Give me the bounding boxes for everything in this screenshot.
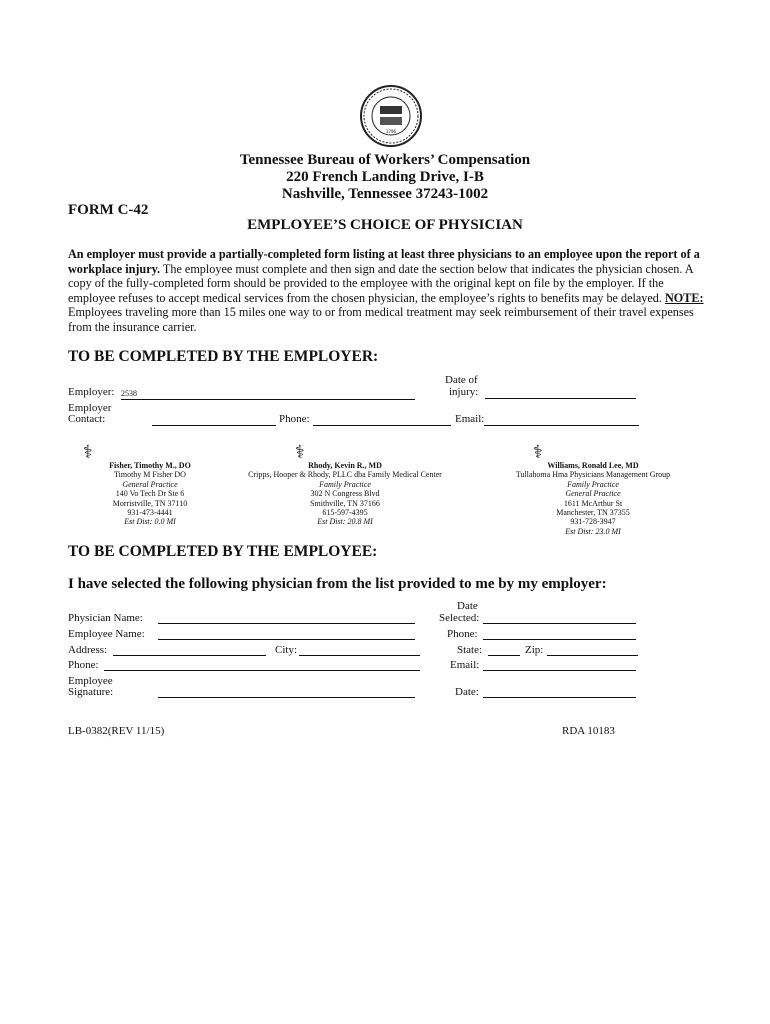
- state-label: State:: [457, 644, 483, 656]
- employer-section-heading: TO BE COMPLETED BY THE EMPLOYER:: [68, 348, 379, 365]
- note-body: Employees traveling more than 15 miles one way to or from medical treatment may seek reimbursement of their travel expenses from the insurance carrier.: [68, 305, 694, 334]
- caduceus-icon: ⚕: [295, 442, 305, 463]
- employee-phone-field[interactable]: [483, 639, 636, 640]
- employer-field[interactable]: [121, 389, 415, 400]
- physician-street: 302 N Congress Blvd: [310, 489, 380, 499]
- physician-name-label: Physician Name:: [68, 612, 143, 624]
- physician-option-1[interactable]: [60, 461, 240, 527]
- physician-phone: 931-728-3947: [570, 517, 616, 527]
- physician-name: Rhody, Kevin R., MD: [308, 461, 382, 470]
- employee-name-label: Employee Name:: [68, 628, 145, 640]
- physician-distance: Est Dist: 23.0 MI: [565, 526, 621, 536]
- employee-phone2-label: Phone:: [68, 659, 99, 671]
- agency-address-line1: 220 French Landing Drive, I-B: [286, 169, 484, 185]
- address-label: Address:: [68, 644, 108, 656]
- date-of-injury-label-1: Date of: [445, 374, 478, 386]
- physician-street: 140 Vo Tech Dr Ste 6: [115, 489, 185, 499]
- physician-name: Williams, Ronald Lee, MD: [547, 461, 639, 470]
- date-selected-field[interactable]: [483, 623, 636, 624]
- note-label: NOTE:: [664, 290, 704, 305]
- employer-email-label: Email:: [455, 413, 485, 425]
- employee-email-field[interactable]: [483, 670, 636, 671]
- signature-date-field[interactable]: [483, 697, 636, 698]
- physician-specialty: Family Practice: [319, 479, 371, 489]
- physician-phone: 931-473-4441: [127, 508, 173, 518]
- signature-date-label: Date:: [455, 686, 479, 698]
- employee-section-heading: TO BE COMPLETED BY THE EMPLOYEE:: [68, 543, 378, 560]
- employee-signature-field[interactable]: [158, 697, 415, 698]
- date-of-injury-label-2: injury:: [449, 386, 479, 398]
- physician-practice: Tullahoma Hma Physicians Management Group: [515, 470, 671, 480]
- physician-option-2[interactable]: [232, 461, 458, 527]
- signature-label-2: Signature:: [68, 686, 114, 698]
- signature-label-1: Employee: [68, 675, 113, 687]
- physician-name: Fisher, Timothy M., DO: [109, 461, 191, 470]
- address-field[interactable]: [113, 655, 266, 656]
- physician-practice: Timothy M Fisher DO: [114, 470, 186, 480]
- city-label: City:: [275, 644, 298, 656]
- form-number: FORM C-42: [68, 202, 149, 218]
- physician-street: 1611 McArthur St: [563, 498, 623, 508]
- physician-specialty: Family Practice: [567, 479, 619, 489]
- employer-contact-label-1: Employer: [68, 402, 112, 414]
- intro-body: The employee must complete and then sign and date the section below that indicates the physician chosen. A copy of the fully-completed form should be provided to the employee with the original kept on file by the employer. If the employee refuses to accept medical services from the chosen physician, the employee’s rights to benefits may be delayed.: [68, 261, 693, 305]
- physician-city: Smithville, TN 37166: [310, 498, 380, 508]
- physician-name-field[interactable]: [158, 623, 415, 624]
- form-code: LB-0382(REV 11/15): [68, 725, 165, 737]
- state-seal-icon: [359, 84, 423, 148]
- caduceus-icon: ⚕: [533, 442, 543, 463]
- caduceus-icon: ⚕: [83, 442, 93, 463]
- physician-distance: Est Dist: 0.0 MI: [124, 517, 176, 527]
- employer-contact-label-2: Contact:: [68, 413, 106, 425]
- agency-name: Tennessee Bureau of Workers’ Compensation: [239, 152, 531, 168]
- intro-bold-lead: An employer must provide a partially-completed form listing at least three physicians to an employee upon the report of a workplace injury.: [68, 247, 700, 276]
- physician-option-3[interactable]: [495, 461, 691, 536]
- zip-field[interactable]: [547, 655, 638, 656]
- physician-specialty-2: General Practice: [565, 489, 621, 499]
- intro-paragraph: [68, 247, 708, 335]
- physician-city: Morristville, TN 37110: [112, 498, 188, 508]
- employee-statement: I have selected the following physician from the list provided to me by my employer:: [68, 576, 607, 592]
- employer-phone-field[interactable]: [313, 425, 451, 426]
- agency-address-line2: Nashville, Tennessee 37243-1002: [281, 186, 489, 202]
- physician-city: Manchester, TN 37355: [556, 508, 630, 518]
- city-field[interactable]: [299, 655, 420, 656]
- date-selected-label-1: Date: [457, 600, 478, 612]
- employer-contact-field[interactable]: [152, 425, 276, 426]
- employee-name-field[interactable]: [158, 639, 415, 640]
- employee-phone-label: Phone:: [447, 628, 478, 640]
- employee-phone2-field[interactable]: [104, 670, 420, 671]
- physician-distance: Est Dist: 20.8 MI: [317, 517, 373, 527]
- employer-phone-label: Phone:: [279, 413, 310, 425]
- date-selected-label-2: Selected:: [439, 612, 480, 624]
- rda-number: RDA 10183: [562, 725, 615, 737]
- form-title: EMPLOYEE’S CHOICE OF PHYSICIAN: [247, 217, 523, 233]
- employer-email-field[interactable]: [484, 425, 639, 426]
- physician-phone: 615-597-4395: [322, 508, 368, 518]
- employer-value: 2538: [121, 389, 137, 398]
- date-of-injury-field[interactable]: [485, 398, 636, 399]
- state-field[interactable]: [488, 655, 520, 656]
- employer-label: Employer:: [68, 386, 115, 398]
- physician-practice: Cripps, Hooper & Rhody, PLLC dba Family Medical Center: [248, 470, 442, 480]
- physician-specialty: General Practice: [122, 479, 178, 489]
- employee-email-label: Email:: [450, 659, 480, 671]
- zip-label: Zip:: [525, 644, 544, 656]
- svg-text:1796: 1796: [385, 129, 397, 134]
